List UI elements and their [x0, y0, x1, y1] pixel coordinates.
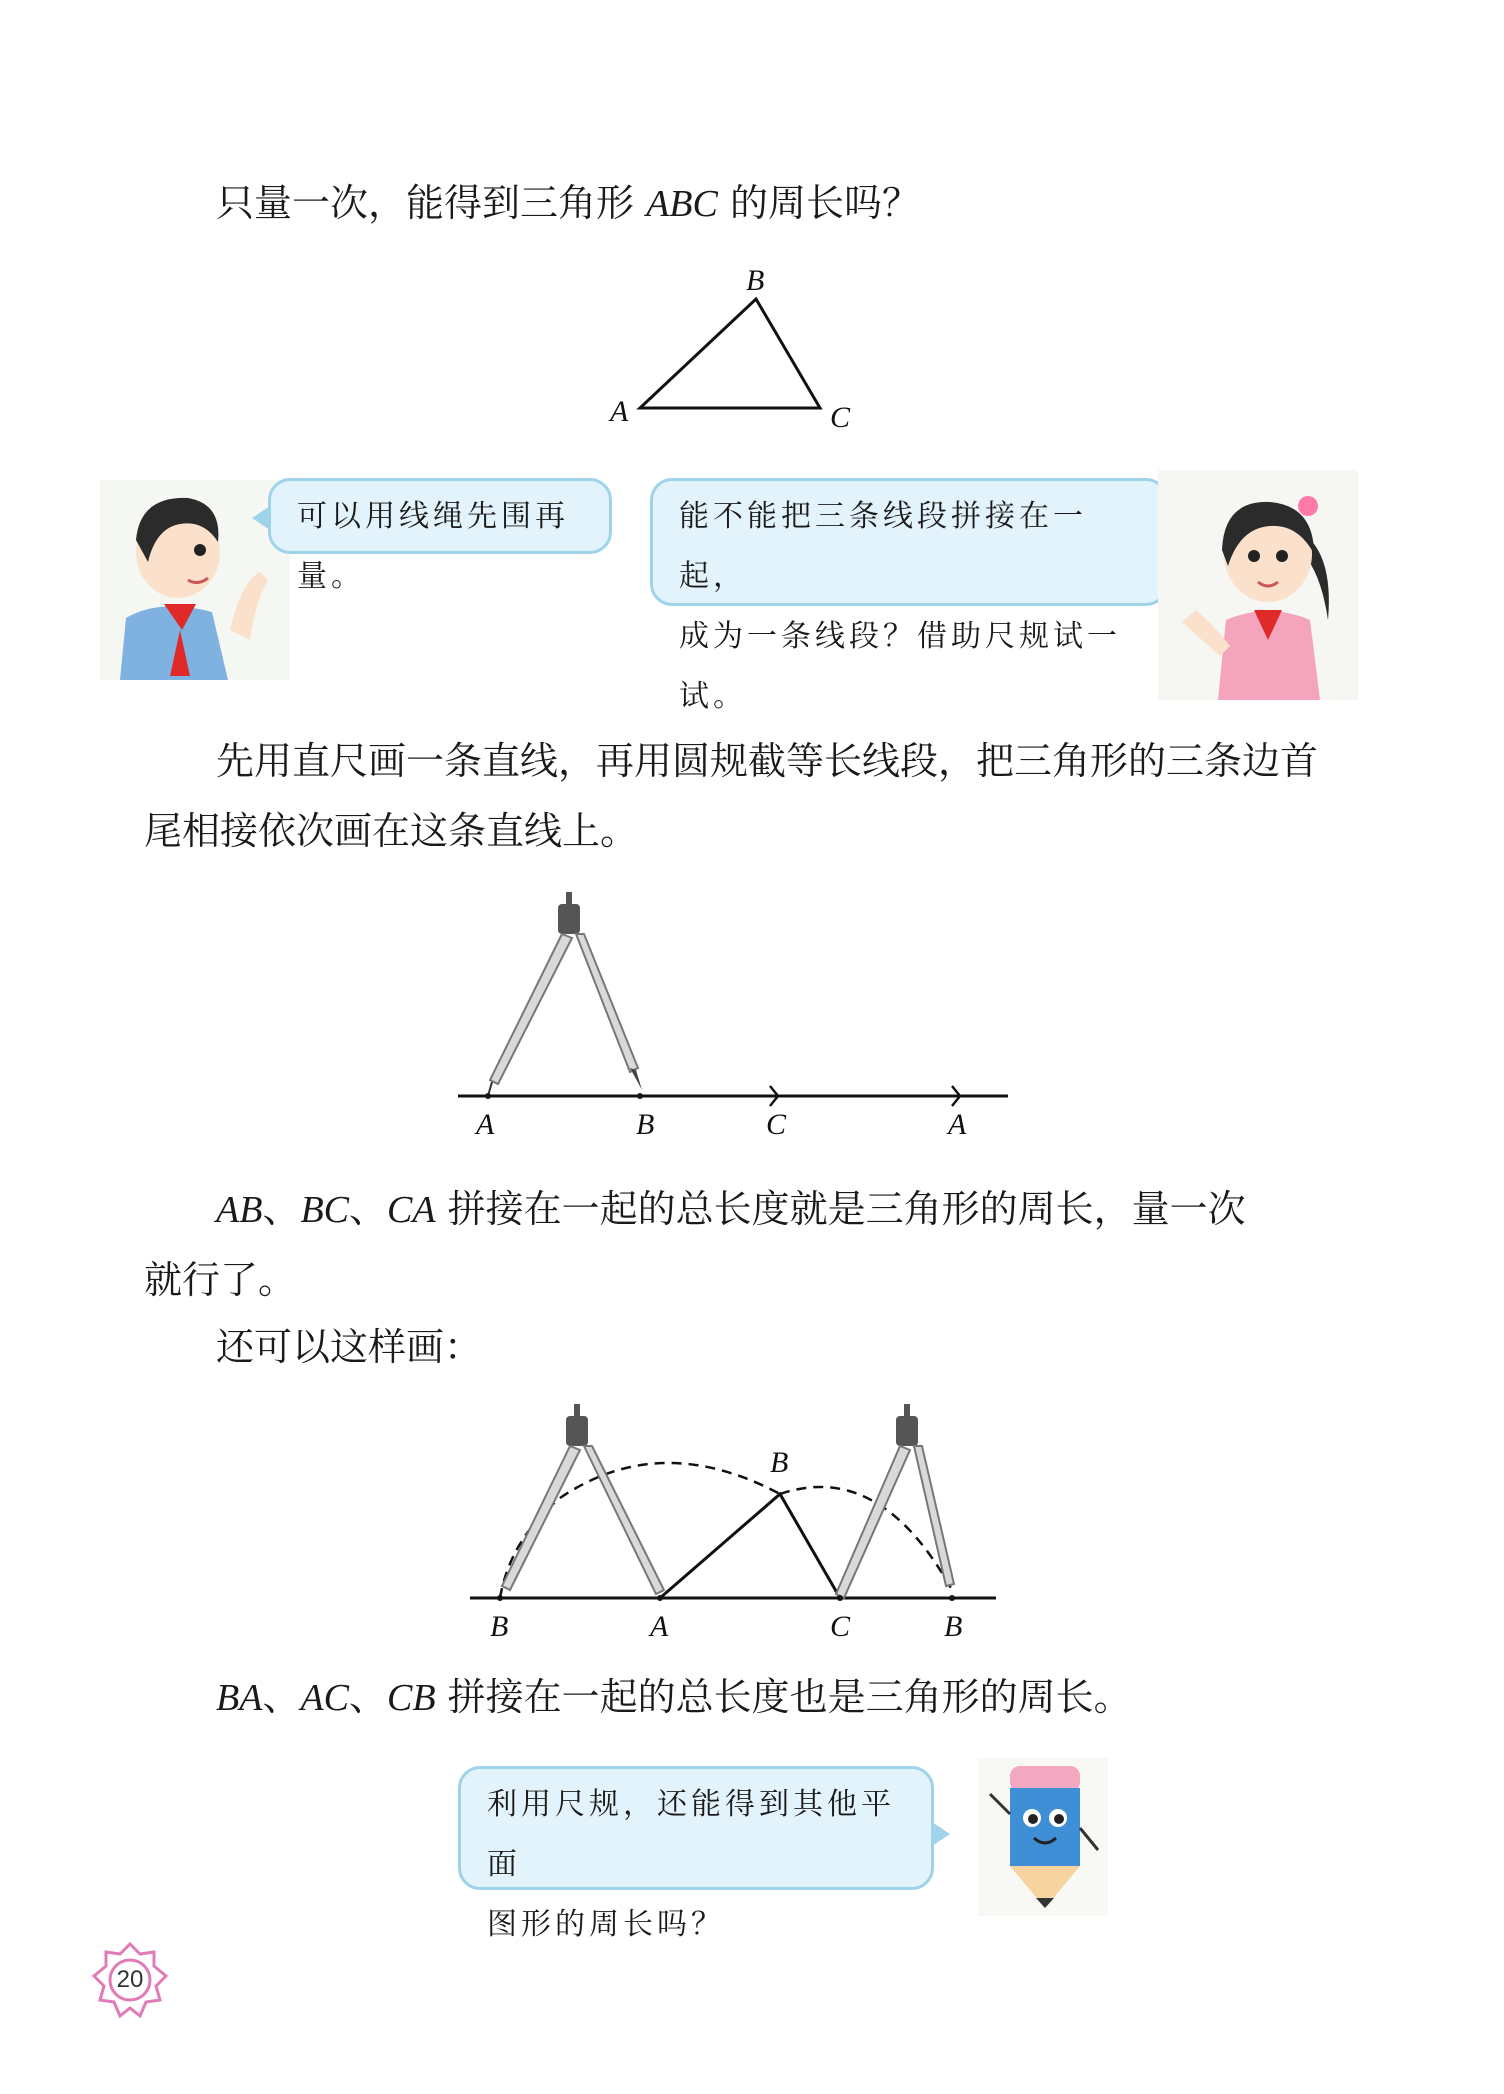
page-number: 20 — [116, 1966, 144, 1993]
line2-label-c: C — [830, 1610, 851, 1643]
segment-ac: AC — [300, 1677, 350, 1719]
method1-line1: 先用直尺画一条直线，再用圆规截等长线段，把三角形的三条边首 — [216, 739, 1319, 783]
point-b-right — [949, 1595, 955, 1601]
straight-line-figure-2 — [460, 1390, 1020, 1650]
pencil-speech-line2: 图形的周长吗？ — [487, 1907, 725, 1942]
point-a — [657, 1595, 663, 1601]
result1-paragraph: AB、BC、CA 拼接在一起的总长度就是三角形的周长，量一次 就行了。 — [144, 1174, 1384, 1315]
line2-label-b2: B — [944, 1610, 963, 1643]
girl-speech-line1: 能不能把三条线段拼接在一起， — [679, 499, 1087, 594]
segment-ab: AB — [216, 1189, 263, 1231]
line2-label-b1: B — [490, 1610, 509, 1643]
segment-cb: CB — [387, 1677, 436, 1719]
point-c — [837, 1595, 843, 1601]
compass-icon — [488, 892, 642, 1096]
straight-line-figure-1 — [440, 890, 1020, 1150]
point-b-left — [497, 1595, 503, 1601]
compass-icon-right — [836, 1404, 954, 1598]
triangle-label-a: A — [610, 395, 629, 428]
line2-label-a: A — [650, 1610, 669, 1643]
line1-label-c: C — [766, 1108, 787, 1141]
result1-line2: 就行了。 — [144, 1258, 297, 1302]
triangle-on-line — [660, 1494, 840, 1598]
triangle-shape — [640, 299, 820, 408]
page-number-badge — [88, 1938, 172, 2022]
triangle-label-b: B — [746, 264, 765, 297]
label-abc: ABC — [646, 183, 718, 225]
boy-bubble-tail — [252, 506, 270, 530]
line2-label-top-b: B — [770, 1446, 789, 1479]
pencil-speech-bubble — [458, 1766, 934, 1942]
pencil-mascot-icon — [978, 1758, 1108, 1916]
line1-label-a2: A — [948, 1108, 967, 1141]
pencil-bubble-tail — [932, 1822, 950, 1846]
line1-label-a: A — [476, 1108, 495, 1141]
result2-paragraph: BA、AC、CB 拼接在一起的总长度也是三角形的周长。 — [216, 1675, 1132, 1719]
point-b1 — [637, 1093, 643, 1099]
method1-line2: 尾相接依次画在这条直线上。 — [144, 809, 639, 853]
segment-ca: CA — [387, 1189, 436, 1231]
girl-illustration — [1158, 470, 1358, 700]
girl-speech-line2: 成为一条线段？借助尺规试一试。 — [679, 619, 1121, 714]
boy-speech-bubble — [268, 478, 612, 594]
segment-bc: BC — [300, 1189, 350, 1231]
method2-paragraph: 还可以这样画： — [216, 1325, 483, 1369]
segment-ba: BA — [216, 1677, 263, 1719]
method1-paragraph — [144, 726, 1384, 866]
girl-speech-bubble — [650, 478, 1168, 714]
question-perimeter: 只量一次，能得到三角形 ABC 的周长吗？ — [216, 181, 920, 225]
point-a1 — [485, 1093, 491, 1099]
line1-label-b: B — [636, 1108, 655, 1141]
triangle-label-c: C — [830, 401, 851, 434]
pencil-speech-line1: 利用尺规，还能得到其他平面 — [487, 1787, 895, 1882]
boy-speech-text: 可以用线绳先围再量。 — [297, 499, 569, 594]
compass-icon-left — [502, 1404, 664, 1594]
triangle-abc-figure — [590, 255, 870, 435]
